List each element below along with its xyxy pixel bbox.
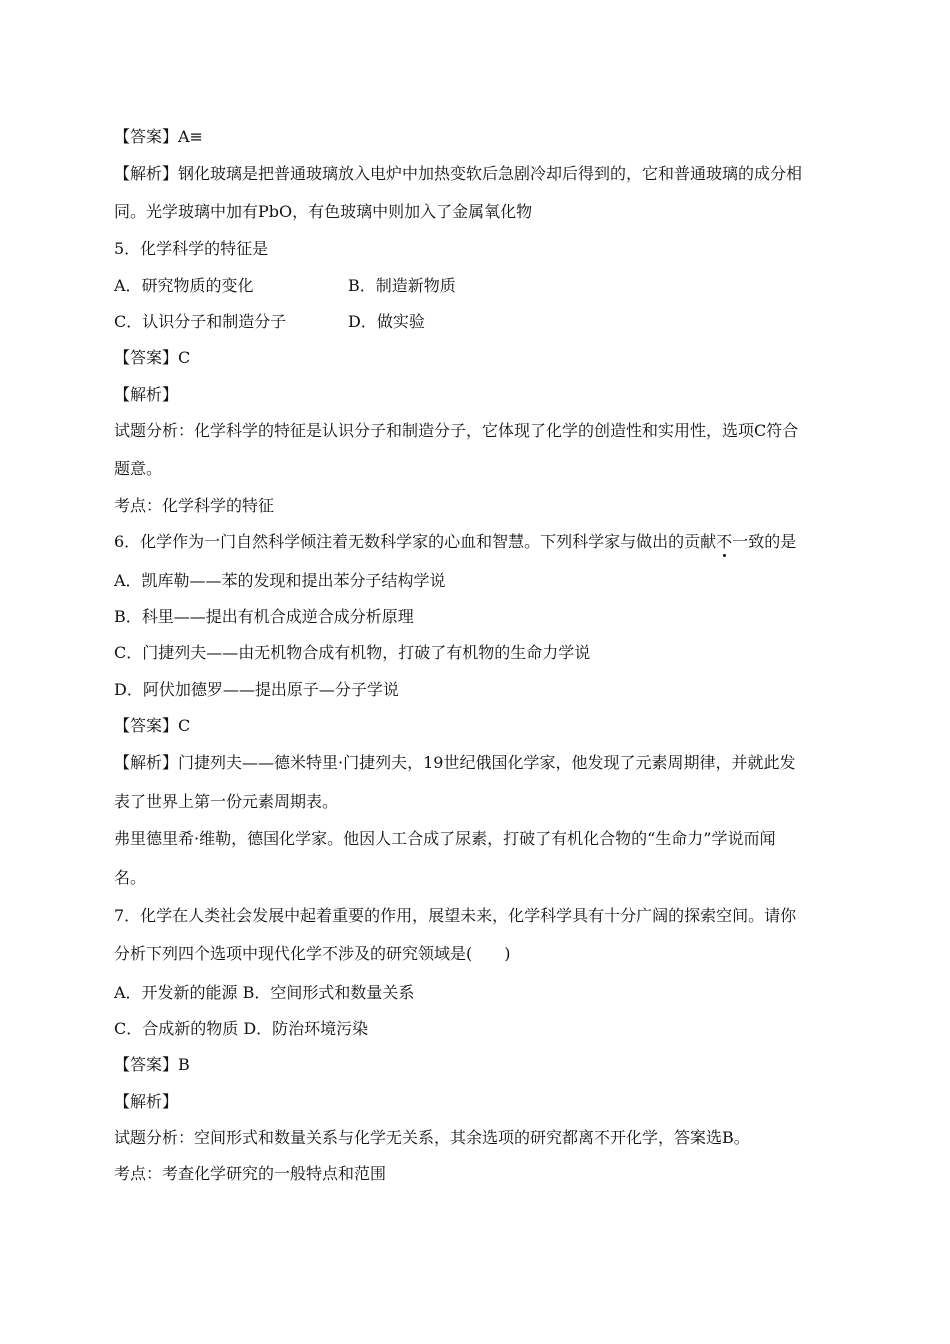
q5-stem: 5．化学科学的特征是 — [114, 239, 269, 258]
q7-analysis-line-1: 试题分析：空间形式和数量关系与化学无关系，其余选项的研究都离不开化学，答案选B。 — [114, 1128, 750, 1147]
q5-option-c: C．认识分子和制造分子 — [114, 312, 287, 331]
q7-options-cd: C．合成新的物质 D．防治环境污染 — [114, 1019, 369, 1038]
q6-analysis-line-1: 【解析】门捷列夫——德米特里·门捷列夫，19世纪俄国化学家，他发现了元素周期律，并就此发 — [114, 753, 796, 772]
q6-stem-post: 一致的是 — [732, 532, 797, 551]
q6-stem-emphasis: 不 — [716, 532, 733, 551]
q4-answer: 【答案】A≡ — [114, 127, 203, 146]
q7-stem-line-1: 7．化学在人类社会发展中起着重要的作用，展望未来，化学科学具有十分广阔的探索空间。请你 — [114, 906, 797, 925]
q7-stem-line-2: 分析下列四个选项中现代化学不涉及的研究领域是( ) — [114, 944, 511, 963]
q6-option-a: A．凯库勒——苯的发现和提出苯分子结构学说 — [114, 571, 446, 590]
q5-answer: 【答案】C — [114, 348, 191, 367]
q6-analysis-line-3: 弗里德里希·维勒，德国化学家。他因人工合成了尿素，打破了有机化合物的“生命力”学说而闻 — [114, 829, 776, 848]
q5-kaodian: 考点：化学科学的特征 — [114, 496, 275, 515]
q7-options-ab: A．开发新的能源 B．空间形式和数量关系 — [114, 983, 415, 1002]
q7-answer: 【答案】B — [114, 1055, 190, 1074]
q5-option-a: A．研究物质的变化 — [114, 276, 254, 295]
q4-analysis-line-1: 【解析】钢化玻璃是把普通玻璃放入电炉中加热变软后急剧冷却后得到的，它和普通玻璃的成分相 — [114, 164, 803, 183]
q5-analysis-line-2: 题意。 — [114, 459, 163, 478]
q6-option-b: B．科里——提出有机合成逆合成分析原理 — [114, 607, 414, 626]
q6-analysis-line-4: 名。 — [114, 868, 147, 887]
q5-analysis-line-1: 试题分析：化学科学的特征是认识分子和制造分子，它体现了化学的创造性和实用性，选项C符合 — [114, 421, 799, 440]
q5-option-b: B．制造新物质 — [348, 276, 456, 295]
q5-option-d: D．做实验 — [348, 312, 425, 331]
q6-option-c: C．门捷列夫——由无机物合成有机物，打破了有机物的生命力学说 — [114, 643, 591, 662]
q6-analysis-line-2: 表了世界上第一份元素周期表。 — [114, 792, 339, 811]
q4-analysis-line-2: 同。光学玻璃中加有PbO，有色玻璃中则加入了金属氧化物 — [114, 202, 533, 221]
q6-answer: 【答案】C — [114, 716, 191, 735]
q7-kaodian: 考点：考查化学研究的一般特点和范围 — [114, 1164, 387, 1183]
q5-analysis-label: 【解析】 — [114, 385, 179, 404]
q6-stem-pre: 6．化学作为一门自然科学倾注着无数科学家的心血和智慧。下列科学家与做出的贡献 — [114, 532, 717, 551]
q6-stem — [114, 532, 796, 552]
q6-option-d: D．阿伏加德罗——提出原子—分子学说 — [114, 680, 399, 699]
q7-analysis-label: 【解析】 — [114, 1092, 179, 1111]
